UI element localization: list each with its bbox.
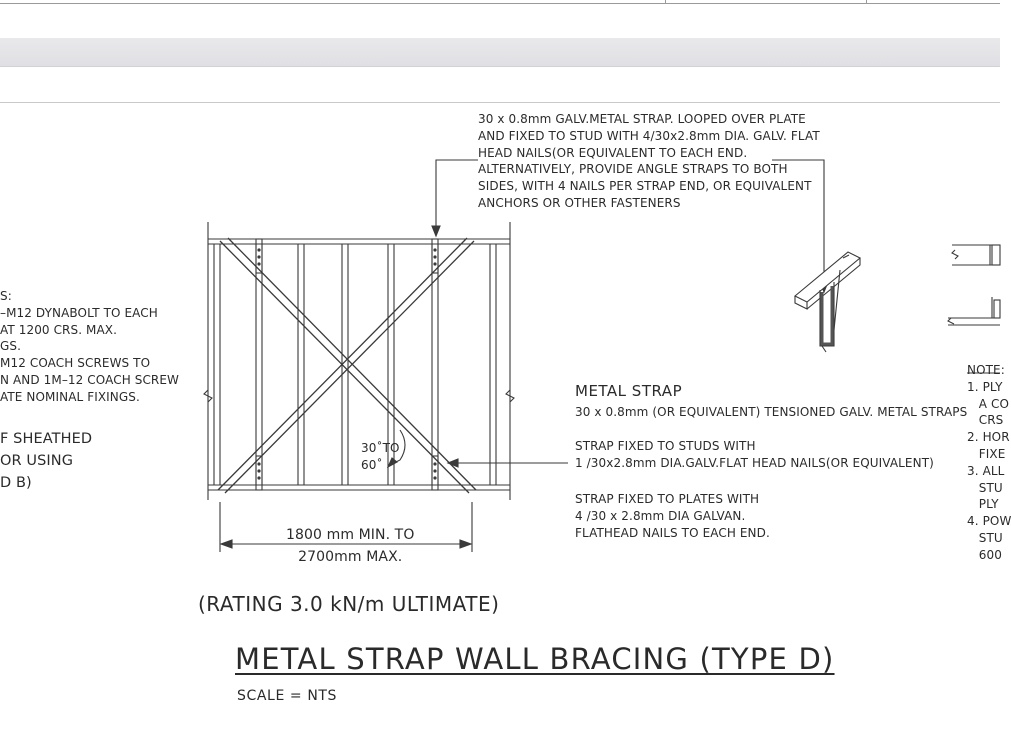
arrow-head	[432, 226, 440, 236]
stud-strap-fixings	[256, 239, 438, 490]
notes-text: NOTE: 1. PLY A CO CRS 2. HOR FIXE 3. ALL STU PLY 4. POW STU 600	[967, 363, 1011, 562]
rating-label: (RATING 3.0 kN/m ULTIMATE)	[198, 592, 500, 616]
scale-label: SCALE = NTS	[237, 688, 338, 704]
callout-leader	[436, 160, 478, 234]
strap-callout-text: 30 x 0.8mm GALV.METAL STRAP. LOOPED OVER PLATE AND FIXED TO STUD WITH 4/30x2.8mm DIA. GALV. FLAT HEAD NAILS(OR EQUIVALENT TO EACH END. ALTERNATIVELY, PROVIDE ANGLE STRAPS TO BOTH SIDES, WITH 4 NAILS PER STRAP END, OR EQUIVALENT ANCHORS OR OTHER FASTENERS	[478, 112, 820, 210]
nail-dots	[257, 248, 436, 479]
studs-fixing-text: STRAP FIXED TO STUDS WITH 1 /30x2.8mm DIA.GALV.FLAT HEAD NAILS(OR EQUIVALENT)	[575, 439, 934, 470]
cross-straps	[218, 238, 476, 493]
angle-label: 30˚TO 60˚	[361, 441, 400, 472]
plates-fixing-text: STRAP FIXED TO PLATES WITH 4 /30 x 2.8mm DIA GALVAN. FLATHEAD NAILS TO EACH END.	[575, 492, 770, 540]
right-detail-partial	[948, 245, 1000, 325]
metal-strap-spec: 30 x 0.8mm (OR EQUIVALENT) TENSIONED GALV. METAL STRAPS	[575, 405, 968, 419]
drawing-title: METAL STRAP WALL BRACING (TYPE D)	[235, 642, 835, 676]
left-fixings-text: S: –M12 DYNABOLT TO EACH AT 1200 CRS. MAX. GS. M12 COACH SCREWS TO N AND 1M–12 COACH SCREW ATE NOMINAL FIXINGS.	[0, 289, 180, 404]
dimension-label: 1800 mm MIN. TO 2700mm MAX.	[286, 527, 415, 565]
metal-strap-heading: METAL STRAP	[575, 382, 683, 400]
strap-3d-detail	[795, 252, 860, 352]
left-sheathed-text: F SHEATHED OR USING D B)	[0, 431, 93, 491]
